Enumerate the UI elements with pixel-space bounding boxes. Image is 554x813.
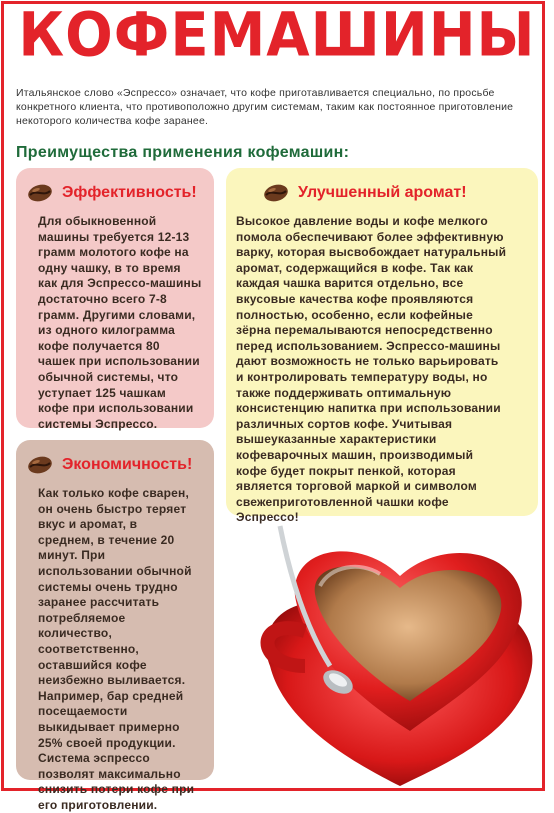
card-header [262, 178, 526, 208]
card-economy [16, 440, 214, 812]
card-aroma [226, 168, 538, 525]
page-title: КОФЕМАШИНЫ [18, 0, 536, 71]
card-title: Улучшенный аромат! [298, 184, 467, 201]
card-efficiency [16, 168, 214, 431]
card-body: Высокое давление воды и кофе мелкого помола обеспечивают более эффективную варку, которая высвобождает натуральный аромат, содержащийся в кофе. Так как каждая чашка варится отдельно, все вкусовые качества кофе проявляются полностью, особенно, если кофейные зёрна перемалываются непосредственно перед использованием. Эспрессо-машины дают возможность не только варьировать и контролировать температуру воды, но также поддерживать оптимальную консистенцию напитка при использовании различных сортов кофе. Учитывая вышеуказанные характеристики кофеварочных машин, производимый кофе будет покрыт пенкой, которая является торговой маркой и символом свежеприготовленной чашки кофе Эспрессо! [236, 214, 507, 525]
card-header [26, 178, 202, 208]
card-title: Экономичность! [62, 456, 193, 473]
section-heading: Преимущества применения кофемашин: [16, 144, 350, 161]
coffee-bean-icon [26, 455, 54, 475]
card-body: Для обыкновенной машины требуется 12-13 грамм молотого кофе на одну чашку, в то время как для Эспрессо-машины достаточно всего 7-8 грамм. Другими словами, из одного килограмма кофе получается 80 чашек при использовании обычной системы, что уступает 125 чашкам кофе при использовании системы Эспрессо. [38, 214, 202, 431]
card-title: Эффективность! [62, 184, 197, 201]
coffee-bean-icon [26, 183, 54, 203]
heart-cup-image [250, 516, 550, 796]
card-body: Как только кофе сварен, он очень быстро теряет вкус и аромат, в среднем, в течение 20 минут. При использовании обычной системы очень трудно заранее рассчитать потребляемое количество, соответственно, оставшийся кофе неизбежно выливается. Например, бар средней посещаемости выкидывает примерно 25% своей продукции. Система эспрессо позволят максимально снизить потери кофе при его приготовлении. [38, 486, 195, 812]
coffee-bean-icon [262, 183, 290, 203]
intro-paragraph: Итальянское слово «Эспрессо» означает, что кофе приготавливается специально, по просьбе конкретного клиента, что противоположно другим системам, таким как постоянное приготовление некоторого количества кофе заранее. [16, 87, 514, 127]
card-header [26, 450, 202, 480]
